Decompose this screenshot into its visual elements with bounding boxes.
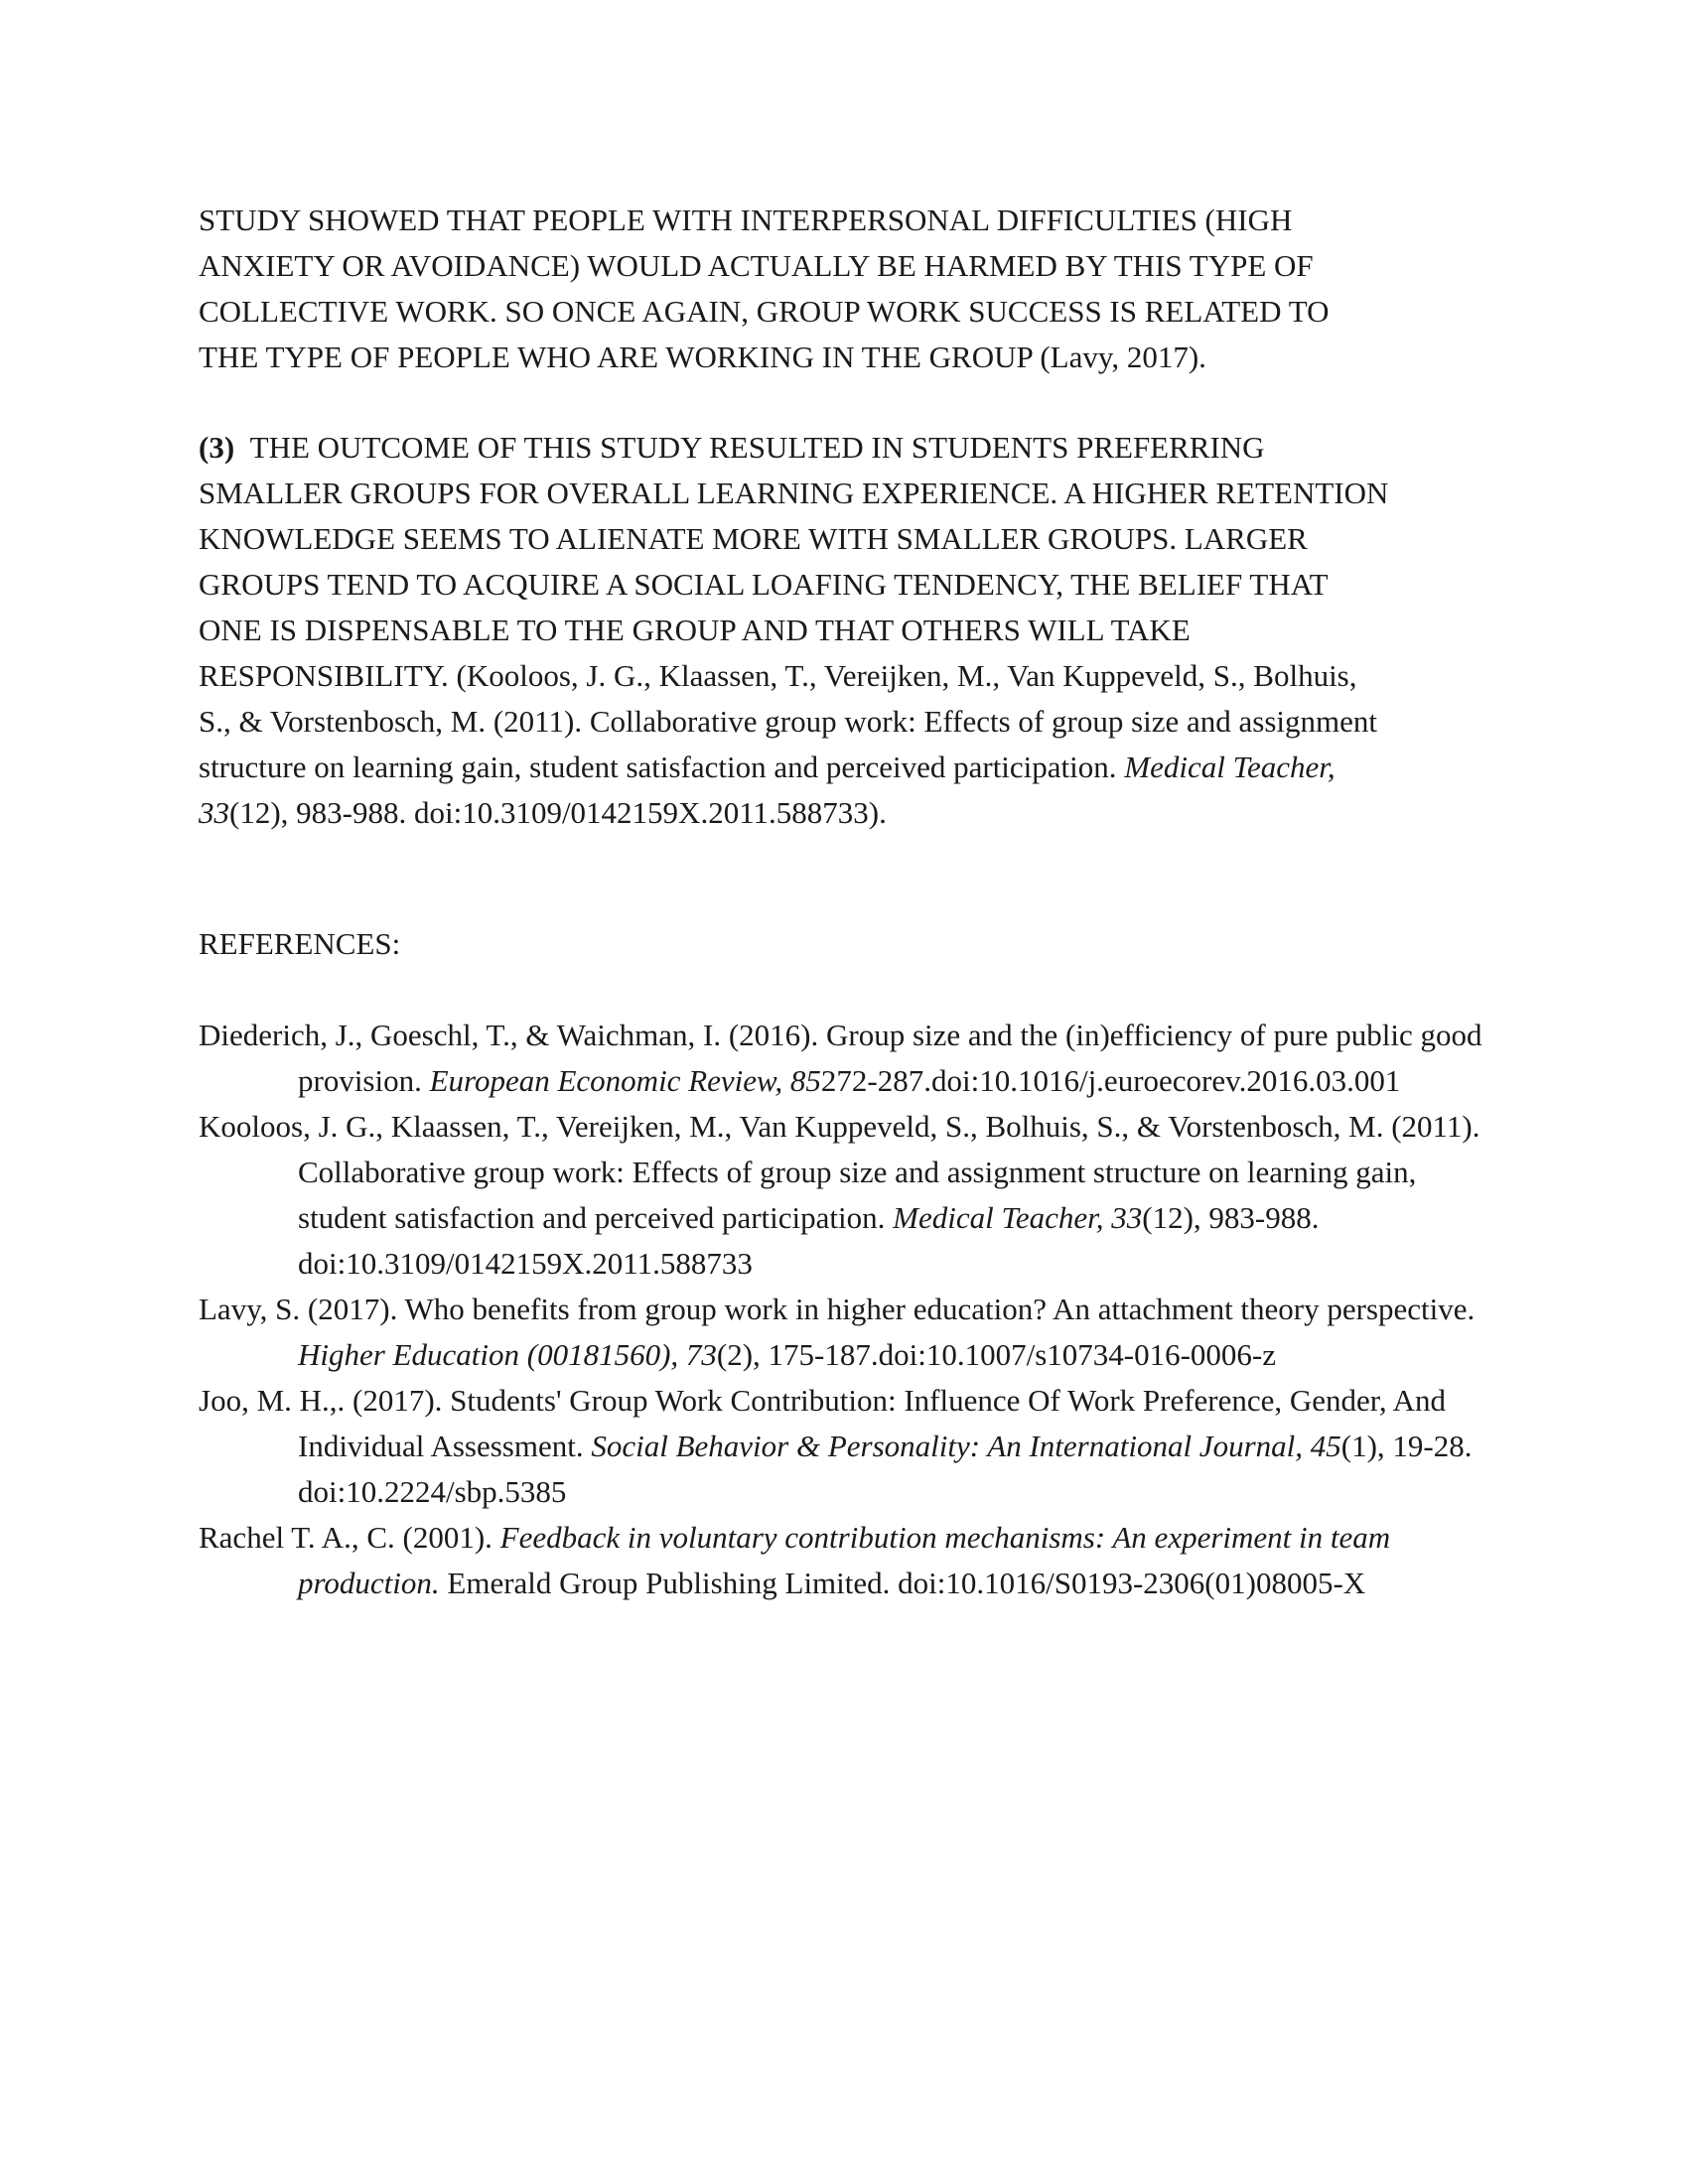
reference-entry-joo (199, 1378, 1499, 1515)
citation-text: (12), 983-988. doi:10.3109/0142159X.2011.588733). (229, 795, 887, 830)
reference-text: Rachel T. A., C. (2001). (199, 1520, 492, 1555)
paragraph-group-work-harm (199, 198, 1499, 380)
text-line: SMALLER GROUPS FOR OVERALL LEARNING EXPERIENCE. A HIGHER RETENTION (199, 476, 1389, 510)
work-title: Feedback in voluntary contribution mechanisms: An experiment in team production. (298, 1520, 1391, 1600)
reference-publisher-doi: Emerald Group Publishing Limited. doi:10.1016/S0193-2306(01)08005-X (447, 1566, 1366, 1600)
journal-volume: 33 (1111, 1200, 1143, 1235)
text-line: THE TYPE OF PEOPLE WHO ARE WORKING IN THE GROUP (Lavy, 2017). (199, 340, 1206, 374)
references-heading: REFERENCES: (199, 926, 401, 961)
reference-pages-doi: (1), 19-28. doi:10.2224/sbp.5385 (298, 1429, 1473, 1509)
text-line: S., & Vorstenbosch, M. (2011). Collaborative group work: Effects of group size and assignment (199, 704, 1378, 739)
text-line (199, 425, 1499, 471)
reference-entry-kooloos (199, 1104, 1499, 1287)
journal-title: European Economic Review, (429, 1063, 783, 1098)
text-line: STUDY SHOWED THAT PEOPLE WITH INTERPERSONAL DIFFICULTIES (HIGH (199, 203, 1293, 237)
citation-text: structure on learning gain, student satisfaction and perceived participation. (199, 750, 1117, 784)
text-line: RESPONSIBILITY. (Kooloos, J. G., Klaassen, T., Vereijken, M., Van Kuppeveld, S., Bolhuis, (199, 658, 1357, 693)
text-line (199, 745, 1499, 790)
paragraph-number: (3) (199, 430, 235, 465)
text-line (199, 790, 1499, 836)
reference-list (199, 1013, 1499, 1606)
text-line: COLLECTIVE WORK. SO ONCE AGAIN, GROUP WORK SUCCESS IS RELATED TO (199, 294, 1330, 329)
journal-title: Medical Teacher, (893, 1200, 1104, 1235)
reference-text: Lavy, S. (2017). Who benefits from group work in higher education? An attachment theory perspective. (199, 1292, 1476, 1326)
journal-volume: 33 (199, 795, 229, 830)
reference-text: Kooloos, J. G., Klaassen, T., Vereijken, M., Van Kuppeveld, S., Bolhuis, S., & Vorstenbosch, M. (2011). Collaborative group work: Effects of group size and assignment structure on learning gain, student satisfaction and perceived participation. (199, 1109, 1480, 1235)
reference-entry-lavy (199, 1287, 1499, 1378)
journal-title: Medical Teacher, (1124, 750, 1336, 784)
reference-entry-rachel (199, 1515, 1499, 1606)
journal-volume: 45 (1310, 1429, 1341, 1463)
text-line: KNOWLEDGE SEEMS TO ALIENATE MORE WITH SMALLER GROUPS. LARGER (199, 521, 1308, 556)
reference-pages-doi: (12), 983-988. doi:10.3109/0142159X.2011.588733 (298, 1200, 1320, 1281)
reference-text: Diederich, J., Goeschl, T., & Waichman, I. (2016). Group size and the (in)efficiency of pure public good provision. (199, 1018, 1482, 1098)
text-line: ANXIETY OR AVOIDANCE) WOULD ACTUALLY BE HARMED BY THIS TYPE OF (199, 248, 1314, 283)
journal-title: Social Behavior & Personality: An International Journal, (591, 1429, 1303, 1463)
reference-pages-doi: (2), 175-187.doi:10.1007/s10734-016-0006-z (716, 1337, 1276, 1372)
reference-locator (790, 1063, 1400, 1098)
journal-volume: 73 (685, 1337, 717, 1372)
paragraph-group-size-outcome (199, 425, 1499, 836)
reference-entry-diederich (199, 1013, 1499, 1104)
reference-pages-doi: 272-287.doi:10.1016/j.euroecorev.2016.03.001 (820, 1063, 1401, 1098)
journal-title: Higher Education (00181560), (298, 1337, 679, 1372)
text-line-content: THE OUTCOME OF THIS STUDY RESULTED IN STUDENTS PREFERRING (249, 430, 1265, 465)
journal-volume: 85 (789, 1063, 821, 1098)
reference-text: Joo, M. H.,. (2017). Students' Group Work Contribution: Influence Of Work Preference, Gender, And Individual Assessment. (199, 1383, 1447, 1463)
text-line: ONE IS DISPENSABLE TO THE GROUP AND THAT OTHERS WILL TAKE (199, 613, 1191, 647)
text-line: GROUPS TEND TO ACQUIRE A SOCIAL LOAFING TENDENCY, THE BELIEF THAT (199, 567, 1329, 602)
